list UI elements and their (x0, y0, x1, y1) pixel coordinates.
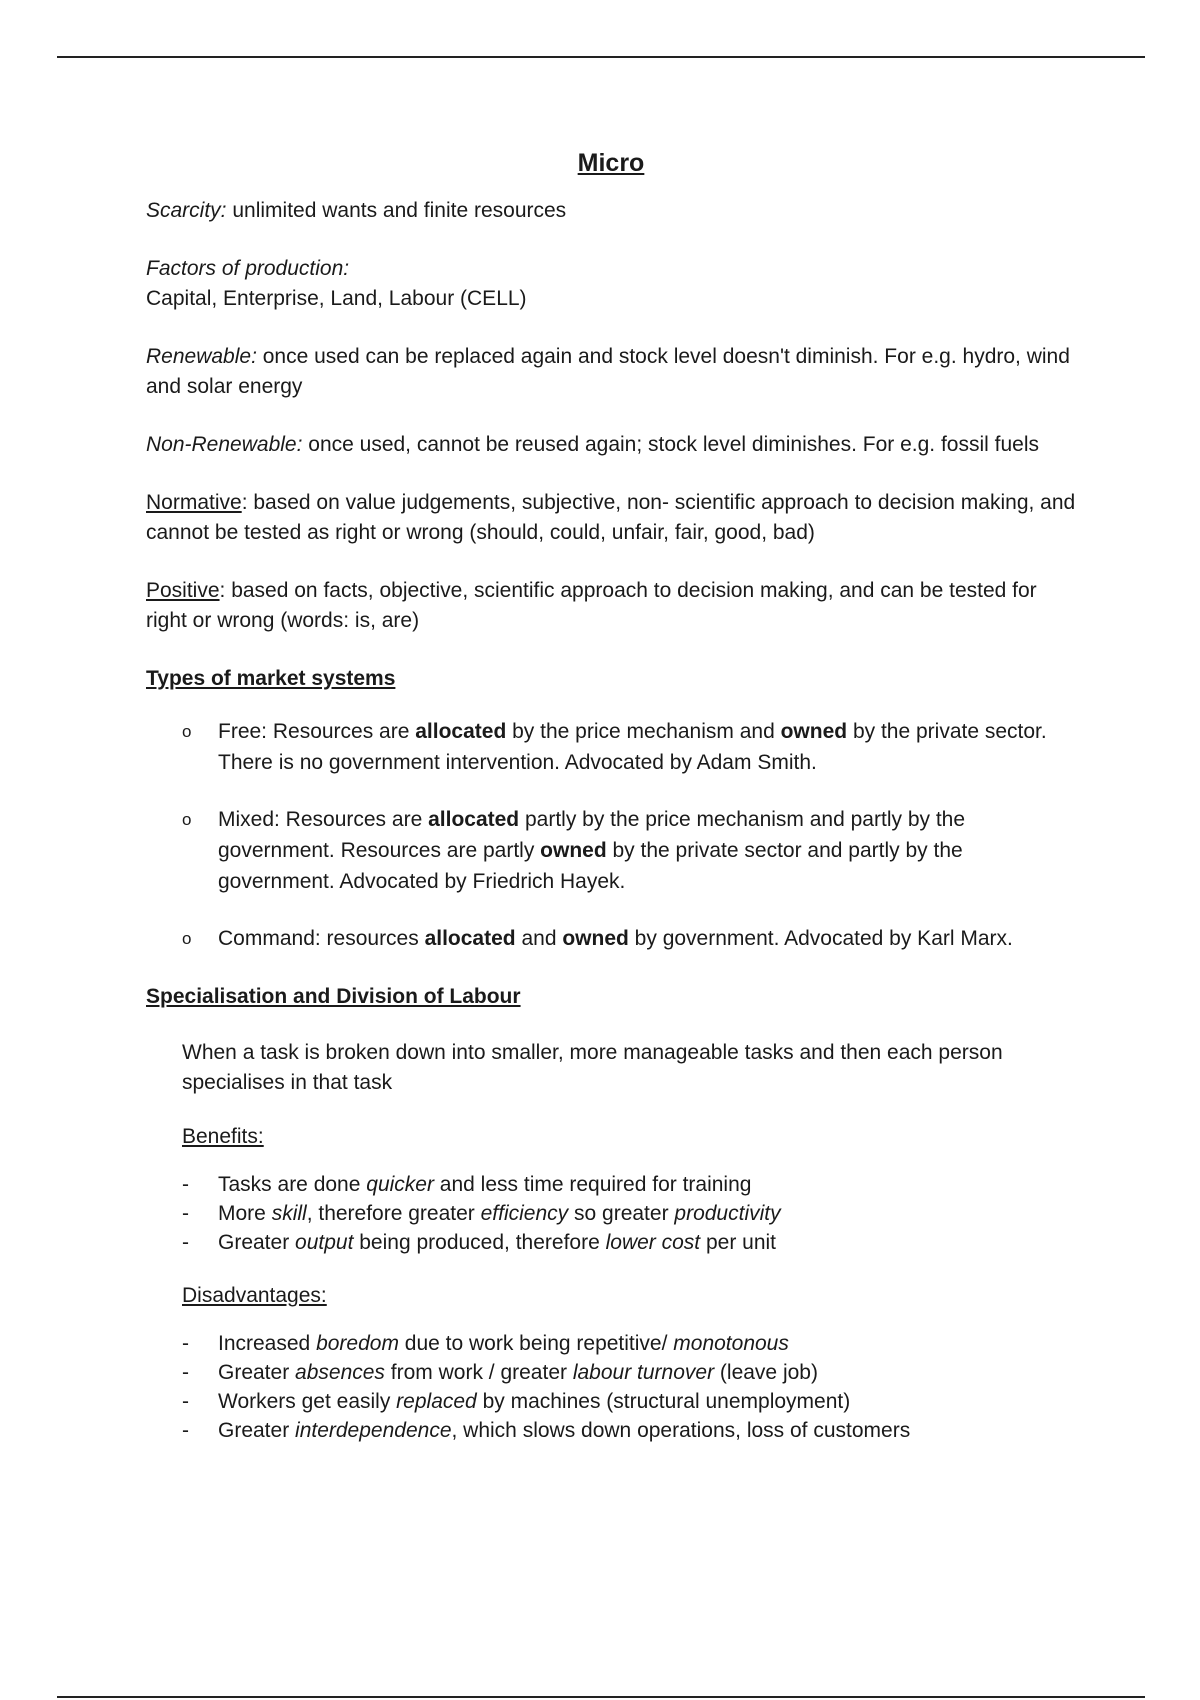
renewable-term: Renewable: (146, 345, 257, 368)
dash-bullet-icon: - (182, 1231, 189, 1254)
header-rule (57, 56, 1145, 58)
list-item: - Greater absences from work / greater labour turnover (leave job) (146, 1358, 1076, 1387)
list-item-mixed: o Mixed: Resources are allocated partly by the price mechanism and partly by the government. Resources are partly owned by the private sector and partly by the government. Advocated by Friedrich Hayek. (146, 804, 1076, 897)
non-renewable-definition (146, 430, 1076, 460)
dash-bullet-icon: - (182, 1361, 189, 1384)
positive-definition (146, 576, 1076, 636)
dash-bullet-icon: - (182, 1390, 189, 1413)
factors-text: Capital, Enterprise, Land, Labour (CELL) (146, 287, 527, 310)
factors-term: Factors of production: (146, 257, 350, 280)
market-systems-list (146, 716, 1076, 954)
list-item: - Tasks are done quicker and less time required for training (146, 1170, 1076, 1199)
disadvantages-list (146, 1329, 1076, 1445)
list-item-command: o Command: resources allocated and owned by government. Advocated by Karl Marx. (146, 923, 1076, 954)
circle-bullet-icon: o (182, 722, 192, 741)
scarcity-definition (146, 196, 1076, 226)
document-page (146, 140, 1076, 1445)
benefits-label: Benefits: (182, 1125, 264, 1148)
list-item: - Increased boredom due to work being repetitive/ monotonous (146, 1329, 1076, 1358)
dash-bullet-icon: - (182, 1202, 189, 1225)
list-item: - Greater interdependence, which slows down operations, loss of customers (146, 1416, 1076, 1445)
non-renewable-text: once used, cannot be reused again; stock level diminishes. For e.g. fossil fuels (302, 433, 1040, 456)
non-renewable-term: Non-Renewable: (146, 433, 303, 456)
list-item-free: o Free: Resources are allocated by the price mechanism and owned by the private sector. There is no government intervention. Advocated by Adam Smith. (146, 716, 1076, 778)
list-item: - More skill, therefore greater efficiency so greater productivity (146, 1199, 1076, 1228)
circle-bullet-icon: o (182, 929, 192, 948)
circle-bullet-icon: o (182, 810, 192, 829)
list-item: - Greater output being produced, therefore lower cost per unit (146, 1228, 1076, 1257)
list-item: - Workers get easily replaced by machines (structural unemployment) (146, 1387, 1076, 1416)
page-title: Micro (577, 149, 645, 177)
specialisation-heading: Specialisation and Division of Labour (146, 985, 521, 1008)
positive-text: : based on facts, objective, scientific approach to decision making, and can be tested for right or wrong (words: is, are) (146, 579, 1037, 632)
dash-bullet-icon: - (182, 1173, 189, 1196)
normative-term: Normative (146, 491, 242, 514)
renewable-definition (146, 342, 1076, 402)
market-systems-heading: Types of market systems (146, 667, 396, 690)
scarcity-text: unlimited wants and finite resources (226, 199, 567, 222)
specialisation-definition: When a task is broken down into smaller, more manageable tasks and then each person specialises in that task (182, 1041, 1003, 1094)
renewable-text: once used can be replaced again and stock level doesn't diminish. For e.g. hydro, wind and solar energy (146, 345, 1070, 398)
dash-bullet-icon: - (182, 1332, 189, 1355)
positive-term: Positive (146, 579, 220, 602)
scarcity-term: Scarcity: (146, 199, 227, 222)
footer-rule (57, 1696, 1145, 1698)
normative-definition (146, 488, 1076, 548)
disadvantages-label: Disadvantages: (182, 1284, 327, 1307)
dash-bullet-icon: - (182, 1419, 189, 1442)
benefits-list (146, 1170, 1076, 1257)
normative-text: : based on value judgements, subjective, non- scientific approach to decision making, and cannot be tested as right or wrong (should, could, unfair, fair, good, bad) (146, 491, 1076, 544)
factors-definition (146, 254, 1076, 314)
